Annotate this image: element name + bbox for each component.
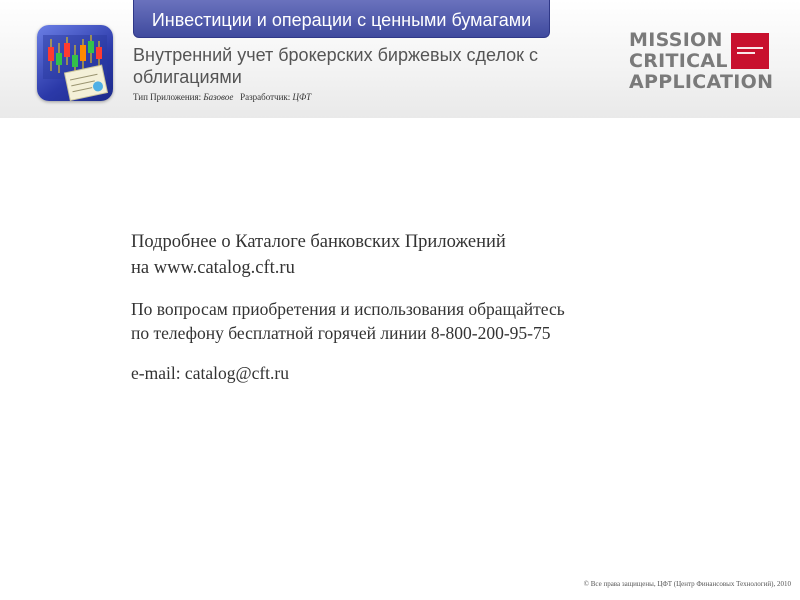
catalog-link[interactable]: на www.catalog.cft.ru <box>131 258 295 278</box>
trading-chart-icon <box>37 25 113 101</box>
contact-line1: По вопросам приобретения и использования обращайтесь <box>131 299 565 319</box>
copyright-footer: © Все права защищены, ЦФТ (Центр Финансовых Технологий), 2010 <box>583 580 791 588</box>
category-tab: Инвестиции и операции с ценными бумагами <box>133 0 550 38</box>
catalog-info <box>131 229 506 281</box>
type-value: Базовое <box>203 92 234 102</box>
developer-label: Разработчик: <box>240 92 291 102</box>
app-meta <box>133 92 311 102</box>
logo-line1: MISSION <box>629 29 723 51</box>
developer-value: ЦФТ <box>292 92 312 102</box>
logo-line3: APPLICATION <box>629 71 774 93</box>
cft-logo-icon <box>731 33 769 69</box>
logo-line2: CRITICAL <box>629 50 728 72</box>
contact-line2: по телефону бесплатной горячей линии 8-800-200-95-75 <box>131 323 551 343</box>
type-label: Тип Приложения: <box>133 92 202 102</box>
app-title-line2: облигациями <box>133 67 242 87</box>
app-title-line1: Внутренний учет брокерских биржевых сделок с <box>133 45 539 65</box>
catalog-line1: Подробнее о Каталоге банковских Приложений <box>131 232 506 252</box>
app-title <box>133 44 563 88</box>
contact-info <box>131 297 565 345</box>
slide-header <box>0 0 800 118</box>
email-link[interactable]: e-mail: catalog@cft.ru <box>131 363 289 383</box>
